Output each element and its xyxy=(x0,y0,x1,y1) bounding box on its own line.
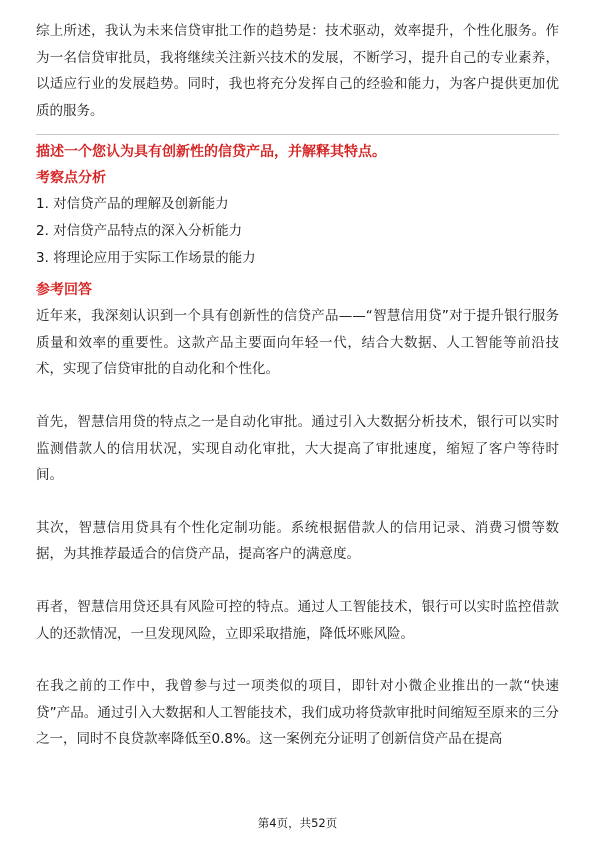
answer-paragraph: 近年来，我深刻认识到一个具有创新性的信贷产品——“智慧信用贷”对于提升银行服务质量和效率的重要性。这款产品主要面向年轻一代，结合大数据、人工智能等前沿技术，实现了信贷审批的自动化和个性化。 xyxy=(36,308,559,378)
analysis-heading: 考察点分析 xyxy=(36,170,106,187)
paragraph-gap xyxy=(36,647,559,673)
analysis-item: 2. 对信贷产品特点的深入分析能力 xyxy=(36,222,243,239)
answer-paragraph: 其次，智慧信用贷具有个性化定制功能。系统根据借款人的信用记录、消费习惯等数据，为其推荐最适合的信贷产品，提高客户的满意度。 xyxy=(36,519,559,563)
question-title: 描述一个您认为具有创新性的信贷产品，并解释其特点。 xyxy=(36,144,386,161)
page-content xyxy=(36,18,559,753)
page-number-footer: 第4页，共52页 xyxy=(257,816,338,830)
answer-paragraph: 再者，智慧信用贷还具有风险可控的特点。通过人工智能技术，银行可以实时监控借款人的还款情况，一旦发现风险，立即采取措施，降低坏账风险。 xyxy=(36,598,559,642)
answer-heading: 参考回答 xyxy=(36,282,92,299)
paragraph-gap xyxy=(36,568,559,594)
analysis-item: 3. 将理论应用于实际工作场景的能力 xyxy=(36,249,256,266)
paragraph-gap xyxy=(36,383,559,409)
answer-paragraph: 在我之前的工作中，我曾参与过一项类似的项目，即针对小微企业推出的一款“快速贷”产品。通过引入大数据和人工智能技术，我们成功将贷款审批时间缩短至原来的三分之一，同时不良贷款率降低至0.8%。这一案例充分证明了创新信贷产品在提高 xyxy=(36,678,559,748)
answer-paragraph: 首先，智慧信用贷的特点之一是自动化审批。通过引入大数据分析技术，银行可以实时监测借款人的信用状况，实现自动化审批，大大提高了审批速度，缩短了客户等待时间。 xyxy=(36,413,559,484)
intro-paragraph: 综上所述，我认为未来信贷审批工作的趋势是：技术驱动，效率提升，个性化服务。作为一名信贷审批员，我将继续关注新兴技术的发展，不断学习，提升自己的专业素养，以适应行业的发展趋势。同时，我也将充分发挥自己的经验和能力，为客户提供更加优质的服务。 xyxy=(36,23,559,119)
section-divider xyxy=(36,134,559,135)
paragraph-gap xyxy=(36,489,559,515)
analysis-item: 1. 对信贷产品的理解及创新能力 xyxy=(36,196,229,213)
